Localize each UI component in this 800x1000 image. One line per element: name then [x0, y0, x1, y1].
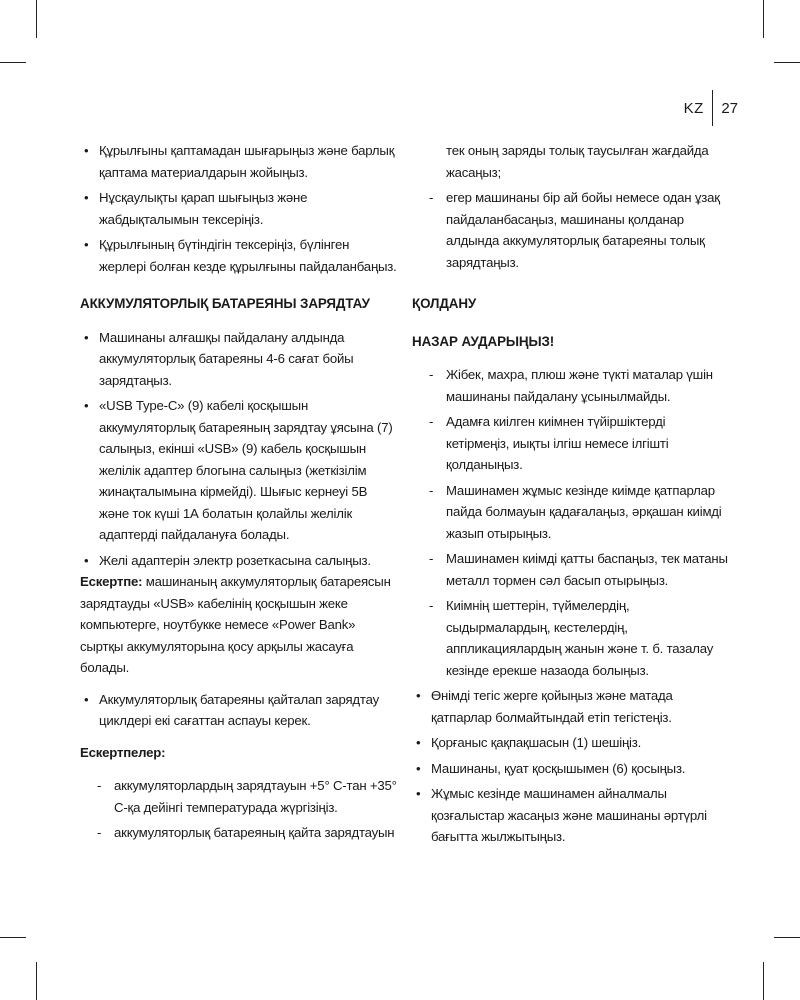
list-item: - Машинамен жұмыс кезінде киімде қатпарлар пайда болмауын қадағалаңыз, әрқашан киімді жазып отырыңыз. [412, 480, 730, 545]
note-label: Ескертпе: [80, 574, 143, 589]
list-item: • Өнімді тегіс жерге қойыңыз және матада қатпарлар болмайтындай етіп тегістеңіз. [412, 685, 730, 728]
crop-mark [774, 62, 800, 63]
intro-list [80, 140, 398, 277]
list-item: • Жұмыс кезінде машинамен айналмалы қозғалыстар жасаңыз және машинаны әртүрлі бағытта жылжытыңыз. [412, 783, 730, 848]
language-code: KZ [683, 99, 704, 117]
list-item: • Нұсқаулықты қарап шығыңыз және жабдықталымын тексеріңіз. [80, 187, 398, 230]
crop-mark [763, 962, 764, 1000]
list-item: • Құрылғыны қаптамадан шығарыңыз және барлық қаптама материалдарын жойыңыз. [80, 140, 398, 183]
section-heading-use: ҚОЛДАНУ [412, 296, 477, 311]
right-column [412, 140, 730, 852]
crop-mark [763, 0, 764, 38]
notes-title: Ескертпелер: [80, 744, 166, 760]
use-list [412, 685, 730, 848]
crop-mark [36, 0, 37, 38]
list-item: • Аккумуляторлық батареяны қайталап зарядтау циклдері екі сағаттан аспауы керек. [80, 689, 398, 732]
note-paragraph [80, 571, 398, 679]
list-item: • Машинаны, қуат қосқышымен (6) қосыңыз. [412, 758, 730, 780]
section-heading-charging: АККУМУЛЯТОРЛЫҚ БАТАРЕЯНЫ ЗАРЯДТАУ [80, 296, 370, 311]
list-item: - аккумуляторлардың зарядтауын +5° С-тан +35° С-қа дейінгі температурада жүргізіңіз. [80, 775, 398, 818]
list-item: • Қорғаныс қақпақшасын (1) шешіңіз. [412, 732, 730, 754]
list-item: • Машинаны алғашқы пайдалану алдында аккумуляторлық батареяны 4-6 сағат бойы зарядтаңыз. [80, 327, 398, 392]
page-header [684, 90, 738, 126]
list-item: - Жібек, махра, плюш және түкті маталар үшін машинаны пайдалану ұсынылмайды. [412, 364, 730, 407]
crop-mark [0, 937, 26, 938]
list-item: - Адамға киілген киімнен түйіршіктерді кетірмеңіз, иықты ілгіш немесе ілгішті қолданыңыз. [412, 411, 730, 476]
list-item: - Машинамен киімді қатты баспаңыз, тек матаны металл тормен сәл басып отырыңыз. [412, 548, 730, 591]
continued-text: тек оның заряды толық таусылған жағдайда жасаңыз; [446, 143, 709, 180]
crop-mark [36, 962, 37, 1000]
left-column [80, 140, 398, 848]
list-item: • Құрылғының бүтіндігін тексеріңіз, бүлінген жерлері болған кезде құрылғыны пайдаланбаңыз. [80, 234, 398, 277]
list-item: • Желі адаптерін электр розеткасына салыңыз. [80, 550, 398, 572]
attention-heading: НАЗАР АУДАРЫҢЫЗ! [412, 333, 555, 349]
list-item: - егер машинаны бір ай бойы немесе одан ұзақ пайдаланбасаңыз, машинаны қолданар алдында аккумуляторлық батареяны толық зарядтаңыз. [412, 187, 730, 273]
notes-list [80, 775, 398, 844]
cycle-list [80, 689, 398, 732]
list-item: • «USB Type-C» (9) кабелі қосқышын аккумуляторлық батареяның зарядтау ұясына (7) салыңыз, екінші «USB» (9) кабель қосқышын желілік адаптер блогына салыңыз (жеткізілім жинақталымына кірмейді). Шығыс кернеуі 5В және ток күші 1А болатын қолайлы желілік адаптерді пайдалануға болады. [80, 395, 398, 546]
continued-list [412, 187, 730, 273]
attention-list [412, 364, 730, 681]
crop-mark [0, 62, 26, 63]
list-item: - аккумуляторлық батареяның қайта зарядтауын [80, 822, 398, 844]
crop-mark [774, 937, 800, 938]
list-item: - Киімнің шеттерін, түймелердің, сыдырмалардың, кестелердің, аппликациялардың жанын және т. б. тазалау кезінде ерекше назаода болыңыз. [412, 595, 730, 681]
page-number: 27 [721, 99, 738, 117]
note-text: машинаның аккумуляторлық батареясын зарядтауды «USB» кабелінің қосқышын жеке компьютерге, ноутбукке немесе «Power Bank» сыртқы аккумуляторына қосу арқылы жасауға болады. [80, 574, 391, 675]
header-divider [712, 90, 714, 126]
charge-list [80, 327, 398, 572]
